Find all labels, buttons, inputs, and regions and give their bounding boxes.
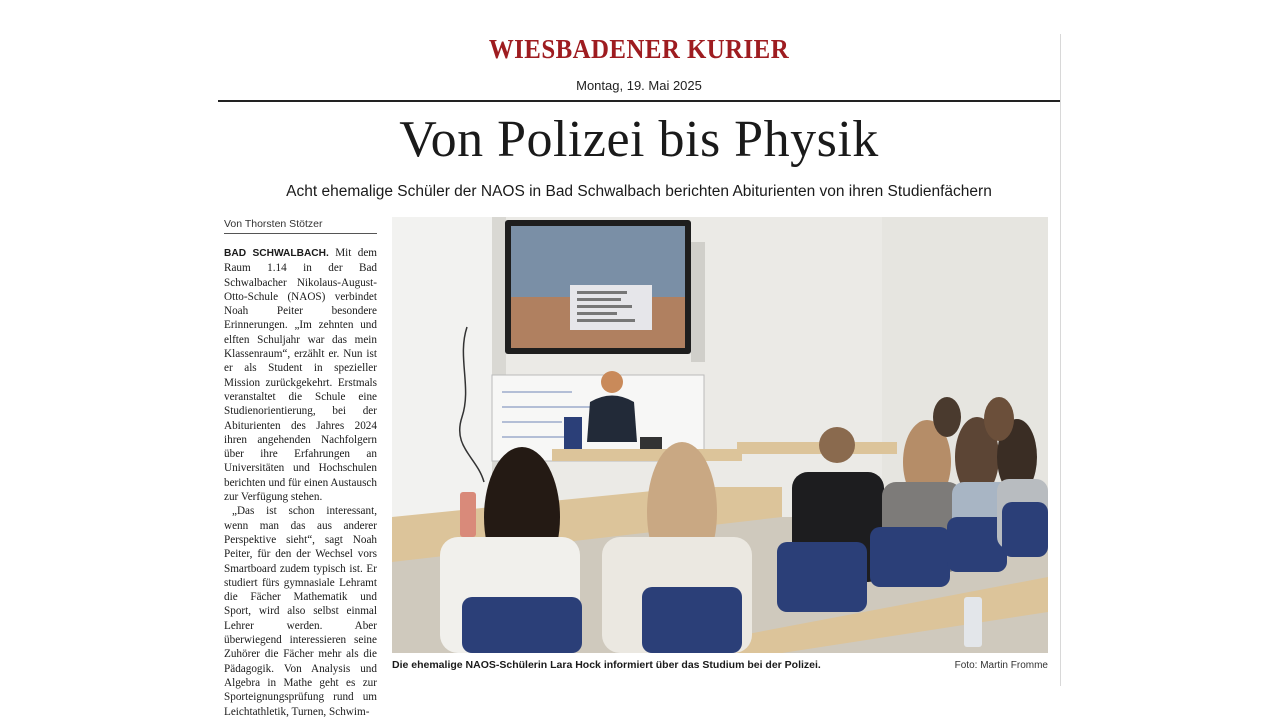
photo-caption: Die ehemalige NAOS-Schülerin Lara Hock informiert über das Studium bei der Polizei. [392, 659, 821, 671]
page-border [1060, 34, 1061, 686]
masthead-logo: WIESBADENER KURIER [488, 34, 790, 64]
photo-credit: Foto: Martin Fromme [954, 660, 1048, 671]
headline: Von Polizei bis Physik [399, 111, 879, 168]
article-paragraph-2: „Das ist schon interessant, wenn man das aus anderer Perspektive sieht“, sagt Noah Peiter, für den der Wechsel vors Smartboard zudem typisch ist. Er studiert fürs gymnasiale Lehramt die Fächer Mathematik und Sport, wird also selbst einmal Lehrer werden. Aber überwiegend interessieren seine Zuhörer die Fächer mehr als die Pädagogik. Von Analysis und Algebra in Mathe geht es zur Sporteignungsprüfung rund um Leichtathletik, Turnen, Schwim- [224, 505, 377, 718]
article-paragraph-1 [224, 246, 377, 504]
issue-date: Montag, 19. Mai 2025 [576, 78, 702, 93]
paragraph-1-text: Mit dem Raum 1.14 in der Bad Schwalbacher Nikolaus-August-Otto-Schule (NAOS) verbindet Noah Peiter besondere Erinnerungen. „Im zehnten und elften Schuljahr war das mein Klassenraum“, erzählt er. Nun ist er als Student in spezieller Mission zurückgekehrt. Erstmals veranstaltet die Schule eine Studienorientierung, bei der Abiturienten des Jahres 2024 ihren angehenden Nachfolgern über ihre Erfahrungen an Universitäten und Hochschulen berichten und für einen Austausch zur Verfügung stehen. [224, 247, 377, 504]
subheadline: Acht ehemalige Schüler der NAOS in Bad Schwalbach berichten Abiturienten von ihren Studienfächern [286, 183, 992, 200]
byline: Von Thorsten Stötzer [224, 218, 377, 234]
article-column [224, 246, 377, 718]
header-rule [218, 100, 1060, 102]
article-photo [392, 217, 1048, 653]
dateline: BAD SCHWALBACH. [224, 248, 329, 259]
classroom-illustration [392, 217, 1048, 653]
